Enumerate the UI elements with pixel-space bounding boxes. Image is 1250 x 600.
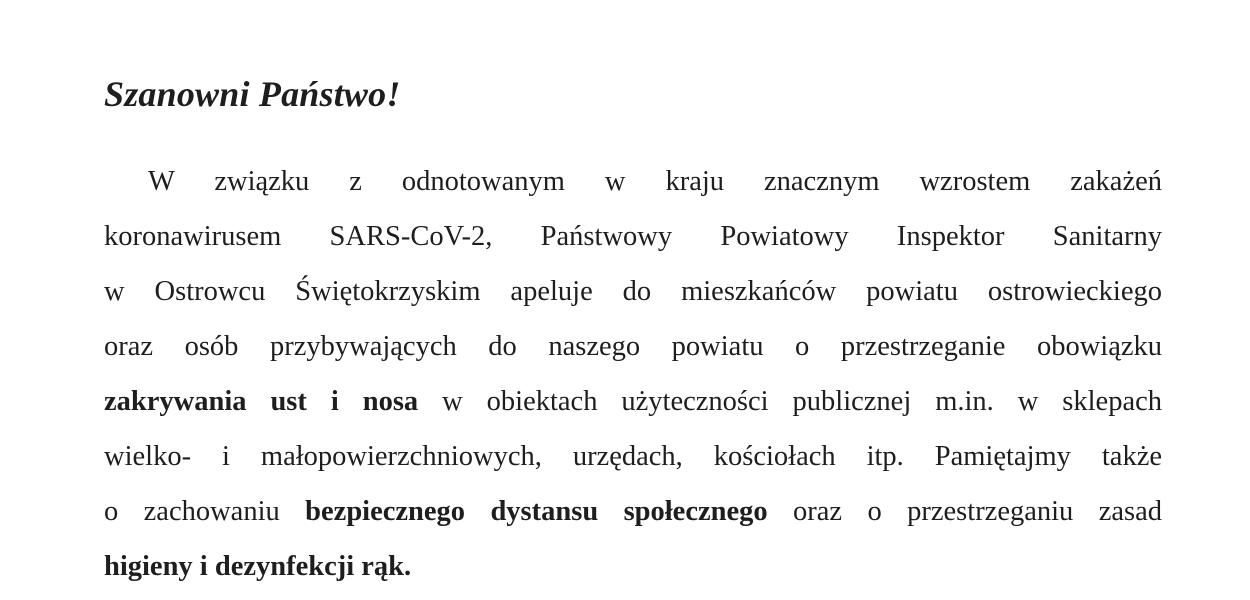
paragraph-line-2 [104, 209, 1162, 264]
emphasis-hand-hygiene: higieny i dezynfekcji rąk. [104, 551, 412, 582]
emphasis-mask-covering: zakrywania ust i nosa [104, 386, 419, 417]
paragraph-line-5 [104, 374, 1162, 429]
text-run: w obiektach użyteczności publicznej m.in. w sklepach [418, 386, 1162, 417]
text-run: W związku z odnotowanym w kraju znacznym wzrostem zakażeń [148, 166, 1162, 197]
paragraph-line-6 [104, 429, 1162, 484]
text-run: wielko- i małopowierzchniowych, urzędach, kościołach itp. Pamiętajmy także [104, 441, 1162, 472]
paragraph-line-4 [104, 319, 1162, 374]
emphasis-social-distance: bezpiecznego dystansu społecznego [305, 496, 768, 527]
appeal-paragraph [104, 154, 1162, 594]
paragraph-line-3 [104, 264, 1162, 319]
text-run: o zachowaniu [104, 496, 306, 527]
text-run: oraz osób przybywających do naszego powiatu o przestrzeganie obowiązku [104, 331, 1162, 362]
paragraph-line-8 [104, 539, 1162, 594]
text-run: oraz o przestrzeganiu zasad [767, 496, 1162, 527]
greeting-heading: Szanowni Państwo! [104, 74, 401, 114]
text-run: w Ostrowcu Świętokrzyskim apeluje do mieszkańców powiatu ostrowieckiego [104, 276, 1162, 307]
paragraph-line-7 [104, 484, 1162, 539]
paragraph-line-1 [104, 154, 1162, 209]
text-run: koronawirusem SARS-CoV-2, Państwowy Powiatowy Inspektor Sanitarny [104, 221, 1162, 252]
